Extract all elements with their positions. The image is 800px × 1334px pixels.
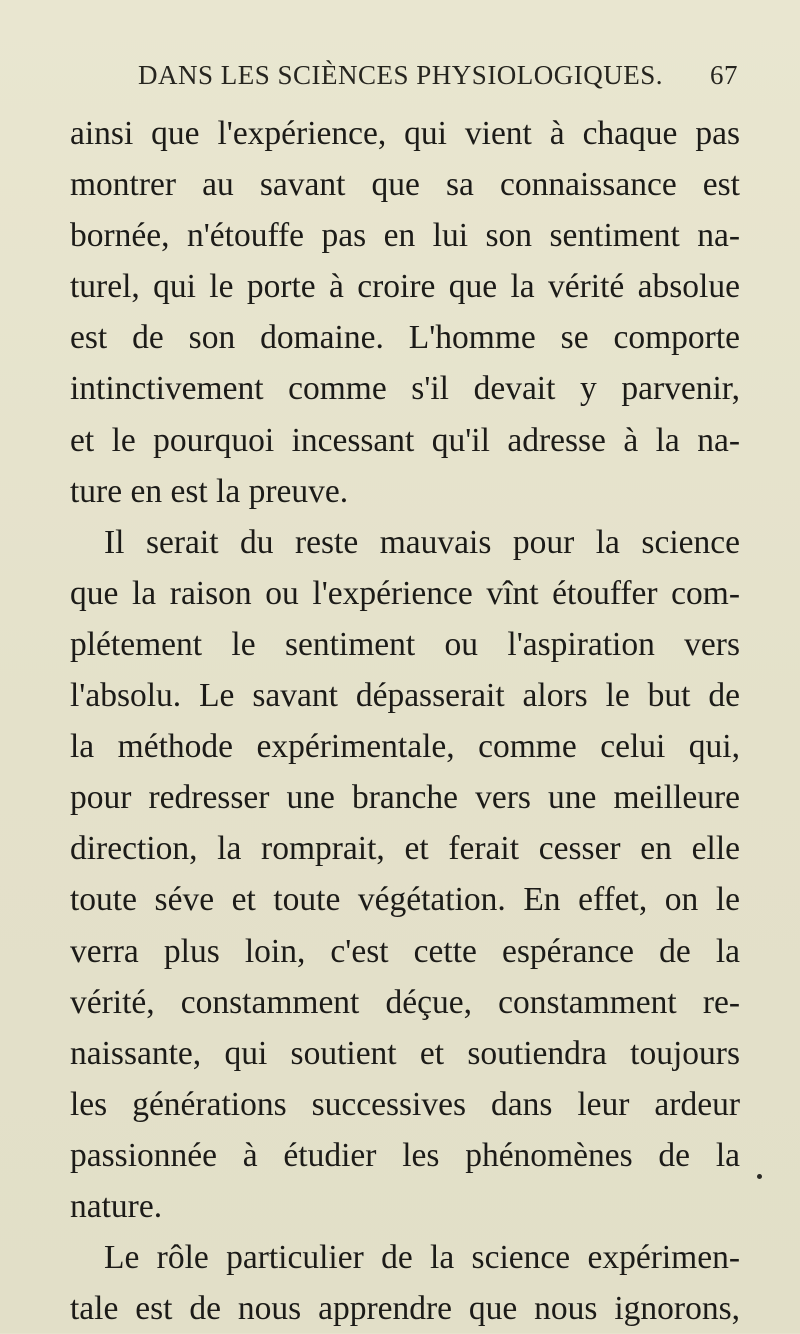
text-line: ainsi que l'expérience, qui vient à chaque pas — [70, 115, 740, 152]
text-line: pour redresser une branche vers une meilleure — [70, 779, 740, 817]
text-line: la méthode expérimentale, comme celui qui, — [70, 728, 740, 766]
text-line: l'absolu. Le savant dépasserait alors le but de — [70, 677, 740, 715]
text-line: Il serait du reste mauvais pour la science — [104, 523, 740, 561]
running-header — [138, 60, 738, 91]
text-line: plétement le sentiment ou l'aspiration vers — [70, 625, 740, 663]
text-line: et le pourquoi incessant qu'il adresse à la na- — [70, 421, 740, 459]
text-line: bornée, n'étouffe pas en lui son sentiment na- — [70, 217, 740, 255]
running-title: DANS LES SCIÈNCES PHYSIOLOGIQUES. — [138, 60, 664, 90]
text-line: les générations successives dans leur ardeur — [70, 1085, 740, 1123]
text-line: Le rôle particulier de la science expérimen- — [104, 1239, 740, 1277]
text-line: que la raison ou l'expérience vînt étouffer com- — [70, 574, 740, 612]
text-line: toute séve et toute végétation. En effet, on le — [70, 881, 740, 919]
text-line: est de son domaine. L'homme se comporte — [70, 319, 740, 357]
text-line: intinctivement comme s'il devait y parvenir, — [70, 370, 740, 408]
margin-speck — [757, 1174, 762, 1179]
body-text — [70, 108, 740, 1334]
text-line: ture en est la preuve. — [70, 472, 349, 510]
text-line: verra plus loin, c'est cette espérance de la — [70, 932, 740, 970]
text-line: nature. — [70, 1187, 163, 1225]
text-line: direction, la romprait, et ferait cesser en elle — [70, 830, 740, 868]
text-line: turel, qui le porte à croire que la vérité absolue — [70, 268, 740, 306]
text-line: vérité, constamment déçue, constamment re- — [70, 983, 740, 1021]
text-line: passionnée à étudier les phénomènes de la — [70, 1136, 740, 1174]
text-line: montrer au savant que sa connaissance est — [70, 166, 740, 204]
page-number: 67 — [710, 60, 738, 90]
text-line: tale est de nous apprendre que nous ignorons, — [70, 1290, 740, 1328]
text-line: naissante, qui soutient et soutiendra toujours — [70, 1034, 740, 1072]
